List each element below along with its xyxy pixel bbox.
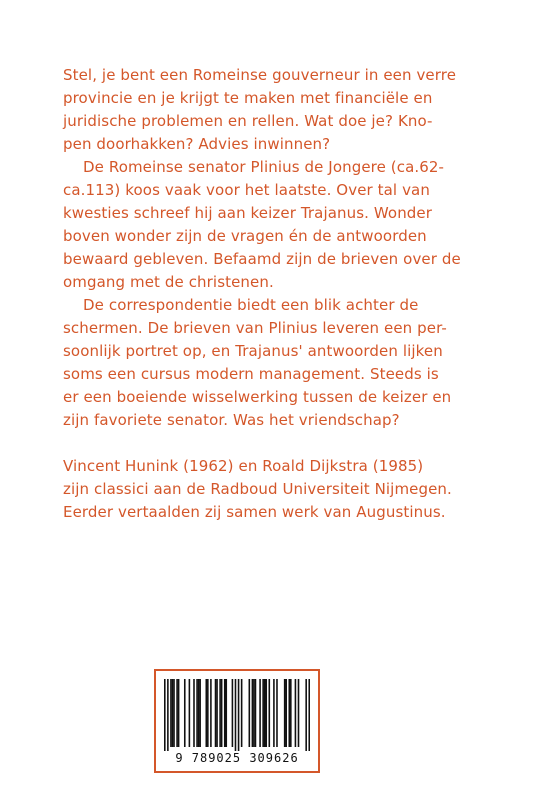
- barcode-bar: [269, 679, 271, 747]
- barcode-bar: [241, 679, 243, 747]
- barcode-bar: [193, 679, 195, 747]
- barcode-bar: [295, 679, 297, 747]
- text-line: kwesties schreef hij aan keizer Trajanus. Wonder: [63, 204, 433, 222]
- text-line: bewaard gebleven. Befaamd zijn de brieven over de: [63, 250, 461, 268]
- text-line: boven wonder zijn de vragen én de antwoorden: [63, 227, 427, 245]
- barcode-bar: [221, 679, 223, 747]
- barcode-bar: [255, 679, 257, 747]
- paragraph-correspondence: [63, 294, 493, 432]
- text-line: Eerder vertaalden zij samen werk van Augustinus.: [63, 503, 446, 521]
- barcode-bar: [264, 679, 266, 747]
- barcode-bar: [252, 679, 254, 747]
- barcode-bar: [216, 679, 218, 747]
- barcode-bar: [207, 679, 209, 747]
- barcode-bar: [290, 679, 292, 747]
- text-line: De correspondentie biedt een blik achter de: [83, 296, 419, 314]
- text-line: Stel, je bent een Romeinse gouverneur in een verre: [63, 66, 457, 84]
- text-line: omgang met de christenen.: [63, 273, 274, 291]
- barcode-bar: [238, 679, 240, 751]
- text-line: pen doorhakken? Advies inwinnen?: [63, 135, 331, 153]
- barcode-bar: [219, 679, 221, 747]
- barcode-bar: [284, 679, 286, 747]
- barcode-bar: [215, 679, 217, 747]
- barcode-bar: [170, 679, 172, 747]
- barcode-bar: [308, 679, 310, 751]
- text-line: provincie en je krijgt te maken met financiële en: [63, 89, 433, 107]
- barcode-bar: [199, 679, 201, 747]
- barcode-bar: [210, 679, 212, 747]
- barcode-bar: [298, 679, 300, 747]
- barcode-bar: [235, 679, 237, 751]
- back-cover-blurb: [63, 64, 493, 524]
- text-line: zijn favoriete senator. Was het vriendschap?: [63, 411, 400, 429]
- barcode-bar: [189, 679, 191, 747]
- barcode-bar: [285, 679, 287, 747]
- isbn-number: 9 789025 309626: [175, 751, 299, 765]
- paragraph-spacer: [63, 432, 493, 455]
- barcode-frame: [154, 669, 320, 773]
- barcode-bar: [253, 679, 255, 747]
- author-bio: [63, 455, 493, 524]
- text-line: juridische problemen en rellen. Wat doe je? Kno-: [63, 112, 433, 130]
- barcode-bar: [224, 679, 226, 747]
- barcode-bar: [305, 679, 307, 751]
- barcode-bar: [288, 679, 290, 747]
- barcode-bar: [164, 679, 166, 751]
- barcode-bar: [262, 679, 264, 747]
- text-line: soonlijk portret op, en Trajanus' antwoorden lijken: [63, 342, 443, 360]
- barcode-bar: [273, 679, 275, 747]
- barcode-bar: [196, 679, 198, 747]
- barcode-bar: [178, 679, 180, 747]
- barcode-bar: [184, 679, 186, 747]
- text-line: ca.113) koos vaak voor het laatste. Over tal van: [63, 181, 430, 199]
- text-line: zijn classici aan de Radboud Universiteit Nijmegen.: [63, 480, 452, 498]
- barcode-bar: [276, 679, 278, 747]
- barcode-bar: [167, 679, 169, 751]
- barcode-bar: [173, 679, 175, 747]
- barcode-bar: [225, 679, 227, 747]
- barcode-bar: [176, 679, 178, 747]
- barcode-bar: [249, 679, 251, 747]
- text-line: Vincent Hunink (1962) en Roald Dijkstra (1985): [63, 457, 424, 475]
- text-line: schermen. De brieven van Plinius leveren een per-: [63, 319, 447, 337]
- barcode-bar: [198, 679, 200, 747]
- text-line: De Romeinse senator Plinius de Jongere (ca.62-: [83, 158, 445, 176]
- barcode-bar: [172, 679, 174, 747]
- barcode-bar: [265, 679, 267, 747]
- paragraph-intro: [63, 64, 493, 156]
- barcode-bar: [232, 679, 234, 747]
- barcode-bar: [259, 679, 261, 747]
- paragraph-plinius: [63, 156, 493, 294]
- text-line: er een boeiende wisselwerking tussen de keizer en: [63, 388, 452, 406]
- barcode-bar: [205, 679, 207, 747]
- isbn-barcode: [164, 679, 310, 751]
- text-line: soms een cursus modern management. Steeds is: [63, 365, 439, 383]
